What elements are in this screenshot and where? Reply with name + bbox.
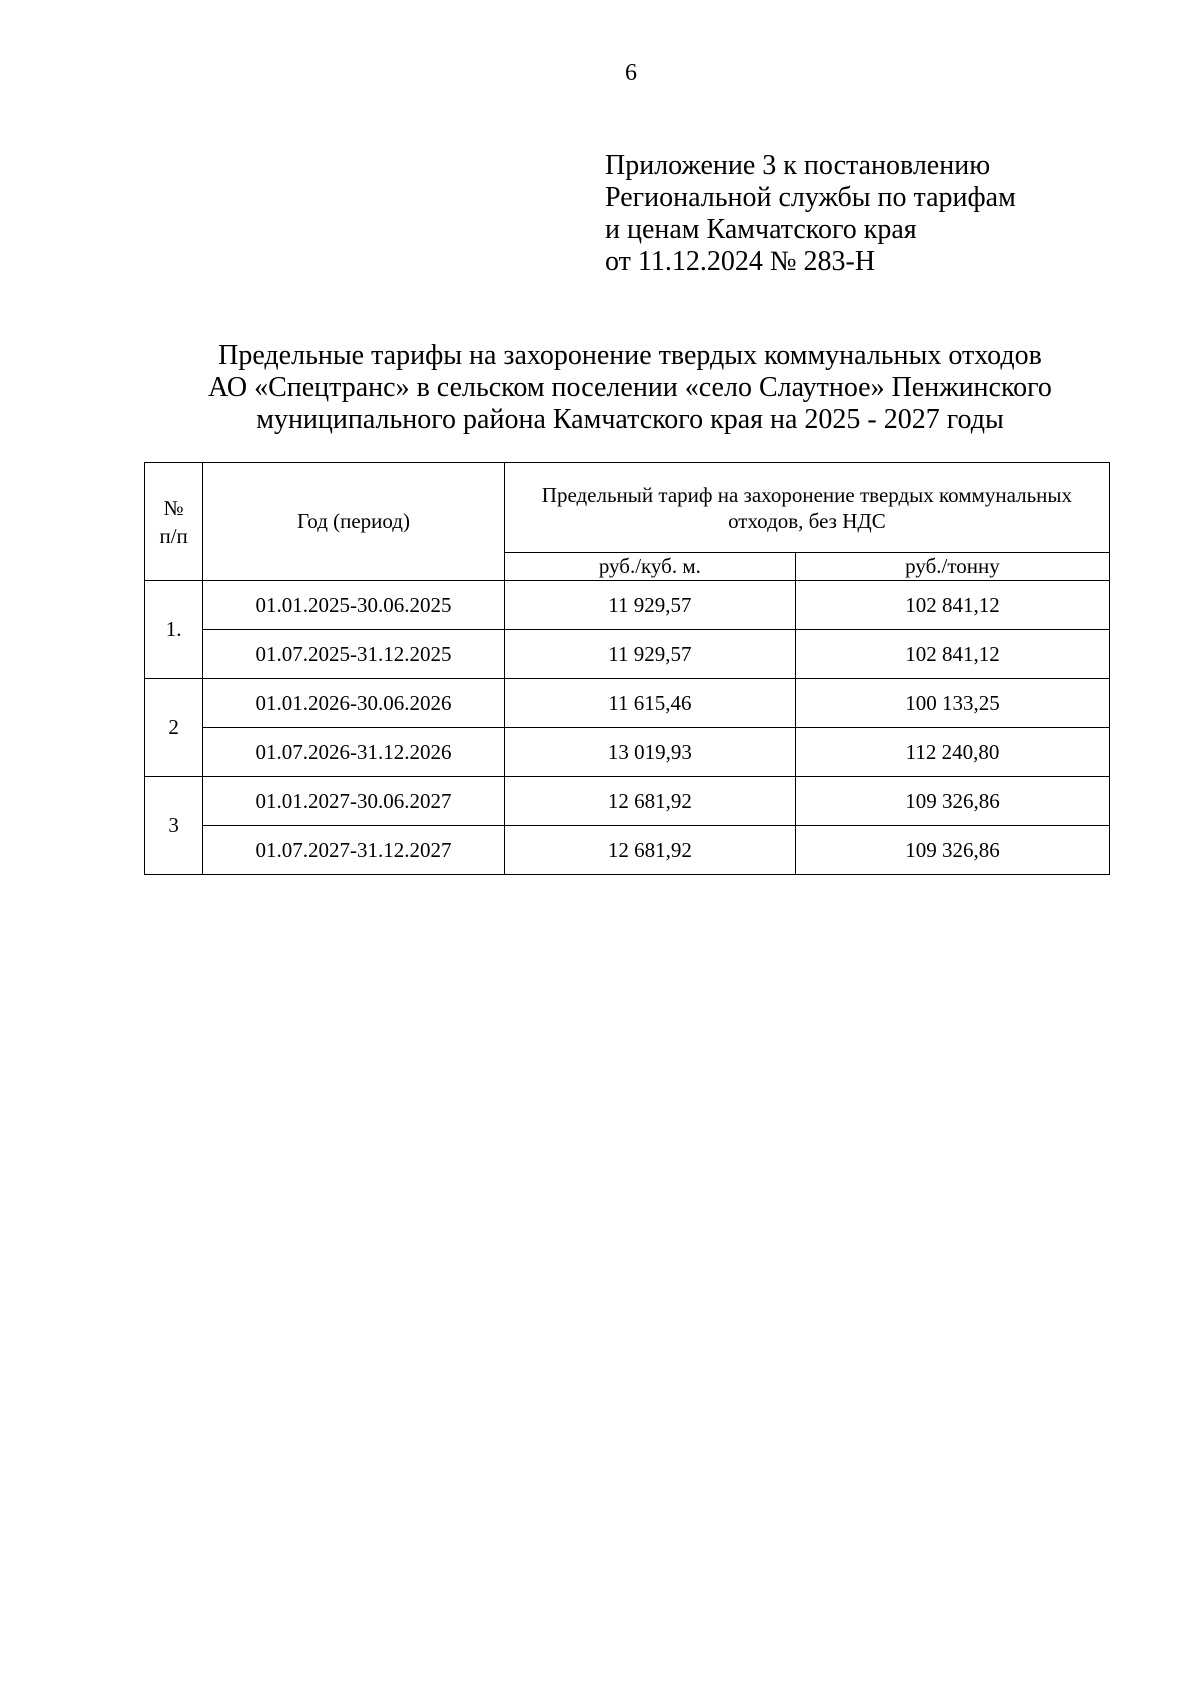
appendix-line: Региональной службы по тарифам [605,182,1016,213]
title-line: АО «Спецтранс» в сельском поселении «село Слаутное» Пенжинского [208,372,1052,403]
table-row [145,679,1110,728]
table-row [145,728,1110,777]
table-row [145,630,1110,679]
tariff-ton-cell: 102 841,12 [795,581,1109,630]
title-line: Предельные тарифы на захоронение твердых коммунальных отходов [218,340,1042,371]
tariff-cubic-cell: 11 929,57 [504,581,795,630]
tariff-cubic-cell: 12 681,92 [504,826,795,875]
header-unit-cubic: руб./куб. м. [504,553,795,581]
row-number: 3 [145,777,203,875]
header-tariff: Предельный тариф на захоронение твердых коммунальных отходов, без НДС [504,463,1109,553]
appendix-reference [605,150,1016,278]
tariff-ton-cell: 109 326,86 [795,777,1109,826]
page-number: 6 [625,60,637,86]
header-unit-ton: руб./тонну [795,553,1109,581]
period-cell: 01.07.2025-31.12.2025 [203,630,505,679]
period-cell: 01.07.2026-31.12.2026 [203,728,505,777]
period-cell: 01.07.2027-31.12.2027 [203,826,505,875]
appendix-line: и ценам Камчатского края [605,214,917,245]
appendix-line: Приложение 3 к постановлению [605,150,991,181]
table-row [145,581,1110,630]
period-cell: 01.01.2026-30.06.2026 [203,679,505,728]
tariff-table [144,462,1110,875]
title-line: муниципального района Камчатского края на 2025 - 2027 годы [256,404,1004,435]
tariff-cubic-cell: 11 615,46 [504,679,795,728]
header-number: № п/п [145,463,203,581]
tariff-cubic-cell: 13 019,93 [504,728,795,777]
tariff-ton-cell: 100 133,25 [795,679,1109,728]
table-row [145,777,1110,826]
table-row [145,826,1110,875]
document-title [140,340,1120,436]
tariff-ton-cell: 102 841,12 [795,630,1109,679]
period-cell: 01.01.2027-30.06.2027 [203,777,505,826]
tariff-cubic-cell: 11 929,57 [504,630,795,679]
row-number: 1. [145,581,203,679]
table-header-row [145,463,1110,553]
tariff-ton-cell: 109 326,86 [795,826,1109,875]
appendix-line: от 11.12.2024 № 283-Н [605,246,876,277]
tariff-cubic-cell: 12 681,92 [504,777,795,826]
tariff-ton-cell: 112 240,80 [795,728,1109,777]
header-period: Год (период) [203,463,505,581]
period-cell: 01.01.2025-30.06.2025 [203,581,505,630]
row-number: 2 [145,679,203,777]
